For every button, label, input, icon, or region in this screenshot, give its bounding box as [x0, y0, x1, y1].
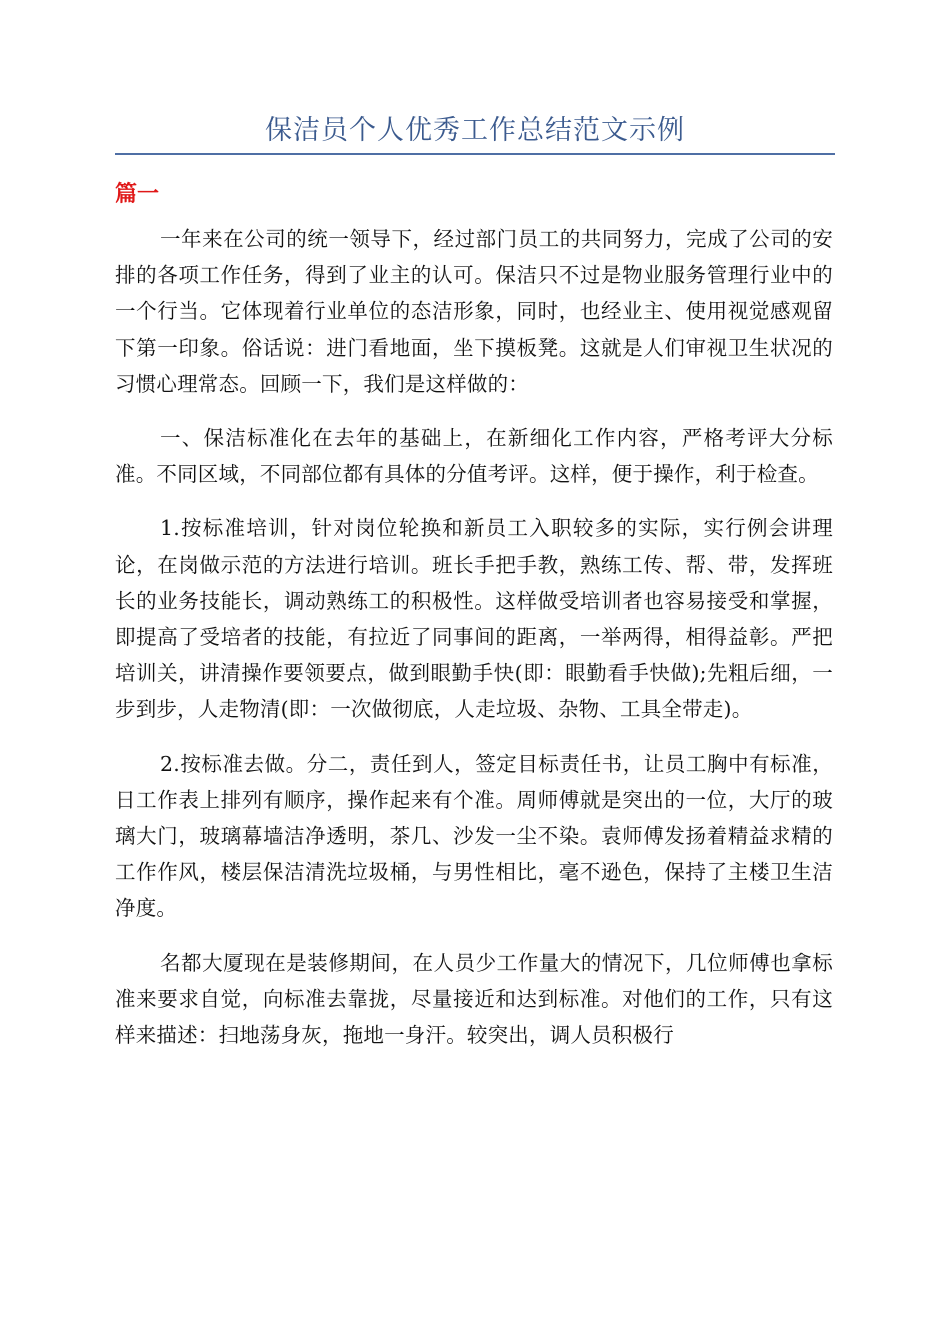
paragraph-training: 1.按标准培训，针对岗位轮换和新员工入职较多的实际，实行例会讲理论，在岗做示范的方法进行培训。班长手把手教，熟练工传、帮、带，发挥班长的业务技能长，调动熟练工的积极性。这样做受培训者也容易接受和掌握，即提高了受培者的技能，有拉近了同事间的距离，一举两得，相得益彰。严把培训关，讲清操作要领要点，做到眼勤手快(即：眼勤看手快做);先粗后细，一步到步，人走物清(即：一次做彻底，人走垃圾、杂物、工具全带走)。 — [115, 516, 833, 722]
section-heading: 篇一 — [115, 182, 160, 207]
paragraph-execution: 2.按标准去做。分二，责任到人，签定目标责任书，让员工胸中有标准，日工作表上排列有顺序，操作起来有个准。周师傅就是突出的一位，大厅的玻璃大门，玻璃幕墙洁净透明，茶几、沙发一尘不染。袁师傅发扬着精益求精的工作作风，楼层保洁清洗垃圾桶，与男性相比，毫不逊色，保持了主楼卫生洁净度。 — [115, 751, 833, 921]
paragraph-standardization: 一、保洁标准化在去年的基础上，在新细化工作内容，严格考评大分标准。不同区域，不同部位都有具体的分值考评。这样，便于操作，利于检查。 — [115, 426, 833, 487]
document-title: 保洁员个人优秀工作总结范文示例 — [265, 115, 685, 146]
paragraph-mingdu-building: 名都大厦现在是装修期间，在人员少工作量大的情况下，几位师傅也拿标准来要求自觉，向标准去靠拢，尽量接近和达到标准。对他们的工作，只有这样来描述：扫地荡身灰，拖地一身汗。较突出，调人员积极行 — [115, 950, 833, 1048]
title-underline — [115, 153, 835, 155]
paragraph-intro: 一年来在公司的统一领导下，经过部门员工的共同努力，完成了公司的安排的各项工作任务，得到了业主的认可。保洁只不过是物业服务管理行业中的一个行当。它体现着行业单位的态洁形象，同时，也经业主、使用视觉感观留下第一印象。俗话说：进门看地面，坐下摸板凳。这就是人们审视卫生状况的习惯心理常态。回顾一下，我们是这样做的： — [115, 227, 833, 396]
body-text — [115, 221, 833, 1071]
